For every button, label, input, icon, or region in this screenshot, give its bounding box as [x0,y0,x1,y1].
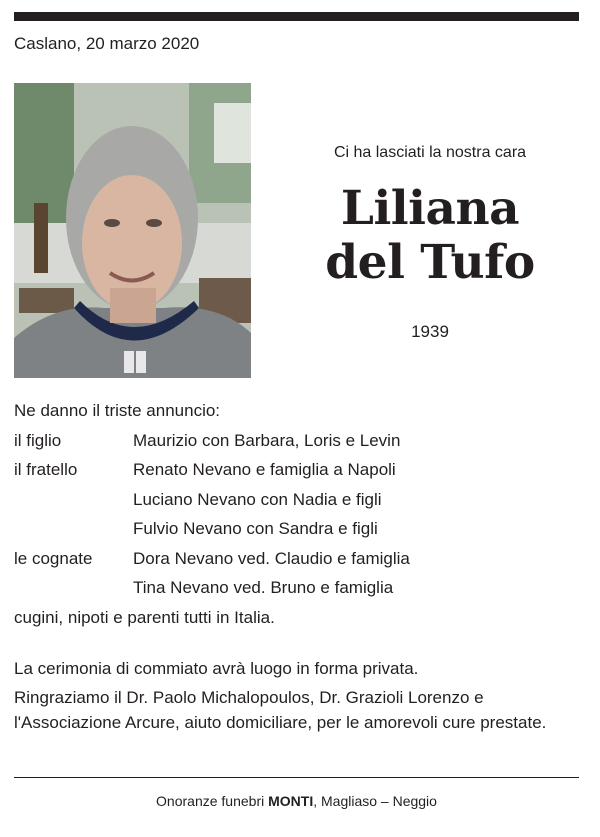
family-row [14,514,574,544]
family-row [14,485,574,515]
place-date: Caslano, 20 marzo 2020 [14,34,200,53]
family-row [14,573,574,603]
thanks-text: Ringraziamo il Dr. Paolo Michalopoulos, Dr. Grazioli Lorenzo e l'Associazione Arcure, aiuto domiciliare, per le amorevoli cure prestate. [14,688,547,732]
family-role: il figlio [14,430,62,450]
last-name: del Tufo [325,235,535,290]
intro-text: Ci ha lasciati la nostra cara [333,144,527,161]
family-names: Dora Nevano ved. Claudio e famiglia [133,548,410,568]
ceremony-text: La cerimonia di commiato avrà luogo in forma privata. [14,659,419,678]
announcement [14,396,574,632]
portrait-photo [14,83,251,378]
family-names: Fulvio Nevano con Sandra e figli [133,519,378,538]
funeral-home-name: MONTI [268,793,314,809]
family-row [14,455,574,485]
top-rule [14,12,579,21]
family-role: il fratello [14,460,78,479]
birth-year: 1939 [411,322,449,341]
deceased-name [290,182,570,290]
family-names: Renato Nevano e famiglia a Napoli [133,460,396,479]
family-row [14,426,574,456]
family-role: le cognate [14,548,93,568]
family-names: Maurizio con Barbara, Loris e Levin [133,430,401,450]
announcement-title: Ne danno il triste annuncio: [14,401,221,420]
closing-line: cugini, nipoti e parenti tutti in Italia. [14,607,275,627]
funeral-home: Onoranze funebri MONTI, Magliaso – Neggio [156,793,437,809]
bottom-rule [14,777,579,778]
family-row [14,544,574,574]
family-names: Tina Nevano ved. Bruno e famiglia [133,578,394,597]
family-names: Luciano Nevano con Nadia e figli [133,489,382,509]
first-name: Liliana [340,181,520,236]
